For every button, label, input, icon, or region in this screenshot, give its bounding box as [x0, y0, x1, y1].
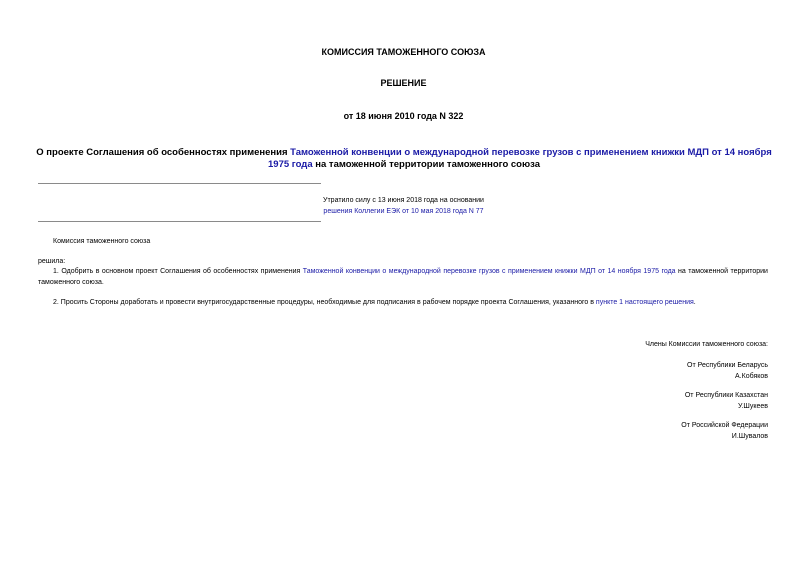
signature-country: От Республики Казахстан: [684, 392, 768, 399]
repeal-note: [0, 195, 807, 217]
item2-point-link[interactable]: пункте 1 настоящего решения: [595, 299, 694, 306]
subject-prefix: О проекте Соглашения об особенностях применения: [36, 147, 291, 158]
signature-name: А.Кобяков: [735, 373, 768, 380]
subject-convention-link[interactable]: Таможенной конвенции о международной перевозке грузов с применением книжки МДП от 14 ноября 1975 года: [268, 147, 772, 170]
item1-convention-link[interactable]: Таможенной конвенции о международной перевозке грузов с применением книжки МДП от 14 ноября 1975 года: [302, 268, 676, 275]
repeal-decision-link[interactable]: решения Коллегии ЕЭК от 10 мая 2018 года N 77: [323, 208, 484, 215]
signature-country: От Республики Беларусь: [687, 362, 768, 369]
commission-label: Комиссия таможенного союза: [53, 238, 151, 245]
divider-bottom: [38, 221, 321, 222]
divider-top: [38, 183, 321, 184]
decision-item-2: [38, 297, 768, 308]
signature-russia: [681, 420, 768, 442]
document-date-number: от 18 июня 2010 года N 322: [343, 111, 464, 121]
subject-suffix: на таможенной территории таможенного союза: [312, 159, 540, 170]
item1-prefix: 1. Одобрить в основном проект Соглашения об особенностях применения: [53, 268, 303, 275]
document-subject: [30, 147, 778, 171]
item2-prefix: 2. Просить Стороны доработать и провести внутригосударственные процедуры, необходимые для подписания в рабочем порядке проекта Соглашения, указанного в: [53, 299, 596, 306]
item2-suffix: .: [693, 299, 696, 306]
signature-kazakhstan: [685, 390, 768, 412]
decision-item-1: [38, 266, 768, 288]
organization-title: КОМИССИЯ ТАМОЖЕННОГО СОЮЗА: [321, 47, 486, 57]
signature-belarus: [687, 360, 768, 382]
signature-name: И.Шувалов: [731, 433, 768, 440]
signature-name: У.Шукеев: [737, 403, 768, 410]
repeal-note-text: Утратило силу с 13 июня 2018 года на основании: [323, 197, 484, 204]
document-type: РЕШЕНИЕ: [380, 78, 427, 88]
resolved-label: решила:: [38, 258, 66, 265]
signature-country: От Российской Федерации: [681, 422, 768, 429]
members-label: Члены Комиссии таможенного союза:: [645, 341, 768, 348]
item1-suffix: на таможенной территории таможенного союза.: [38, 268, 768, 286]
